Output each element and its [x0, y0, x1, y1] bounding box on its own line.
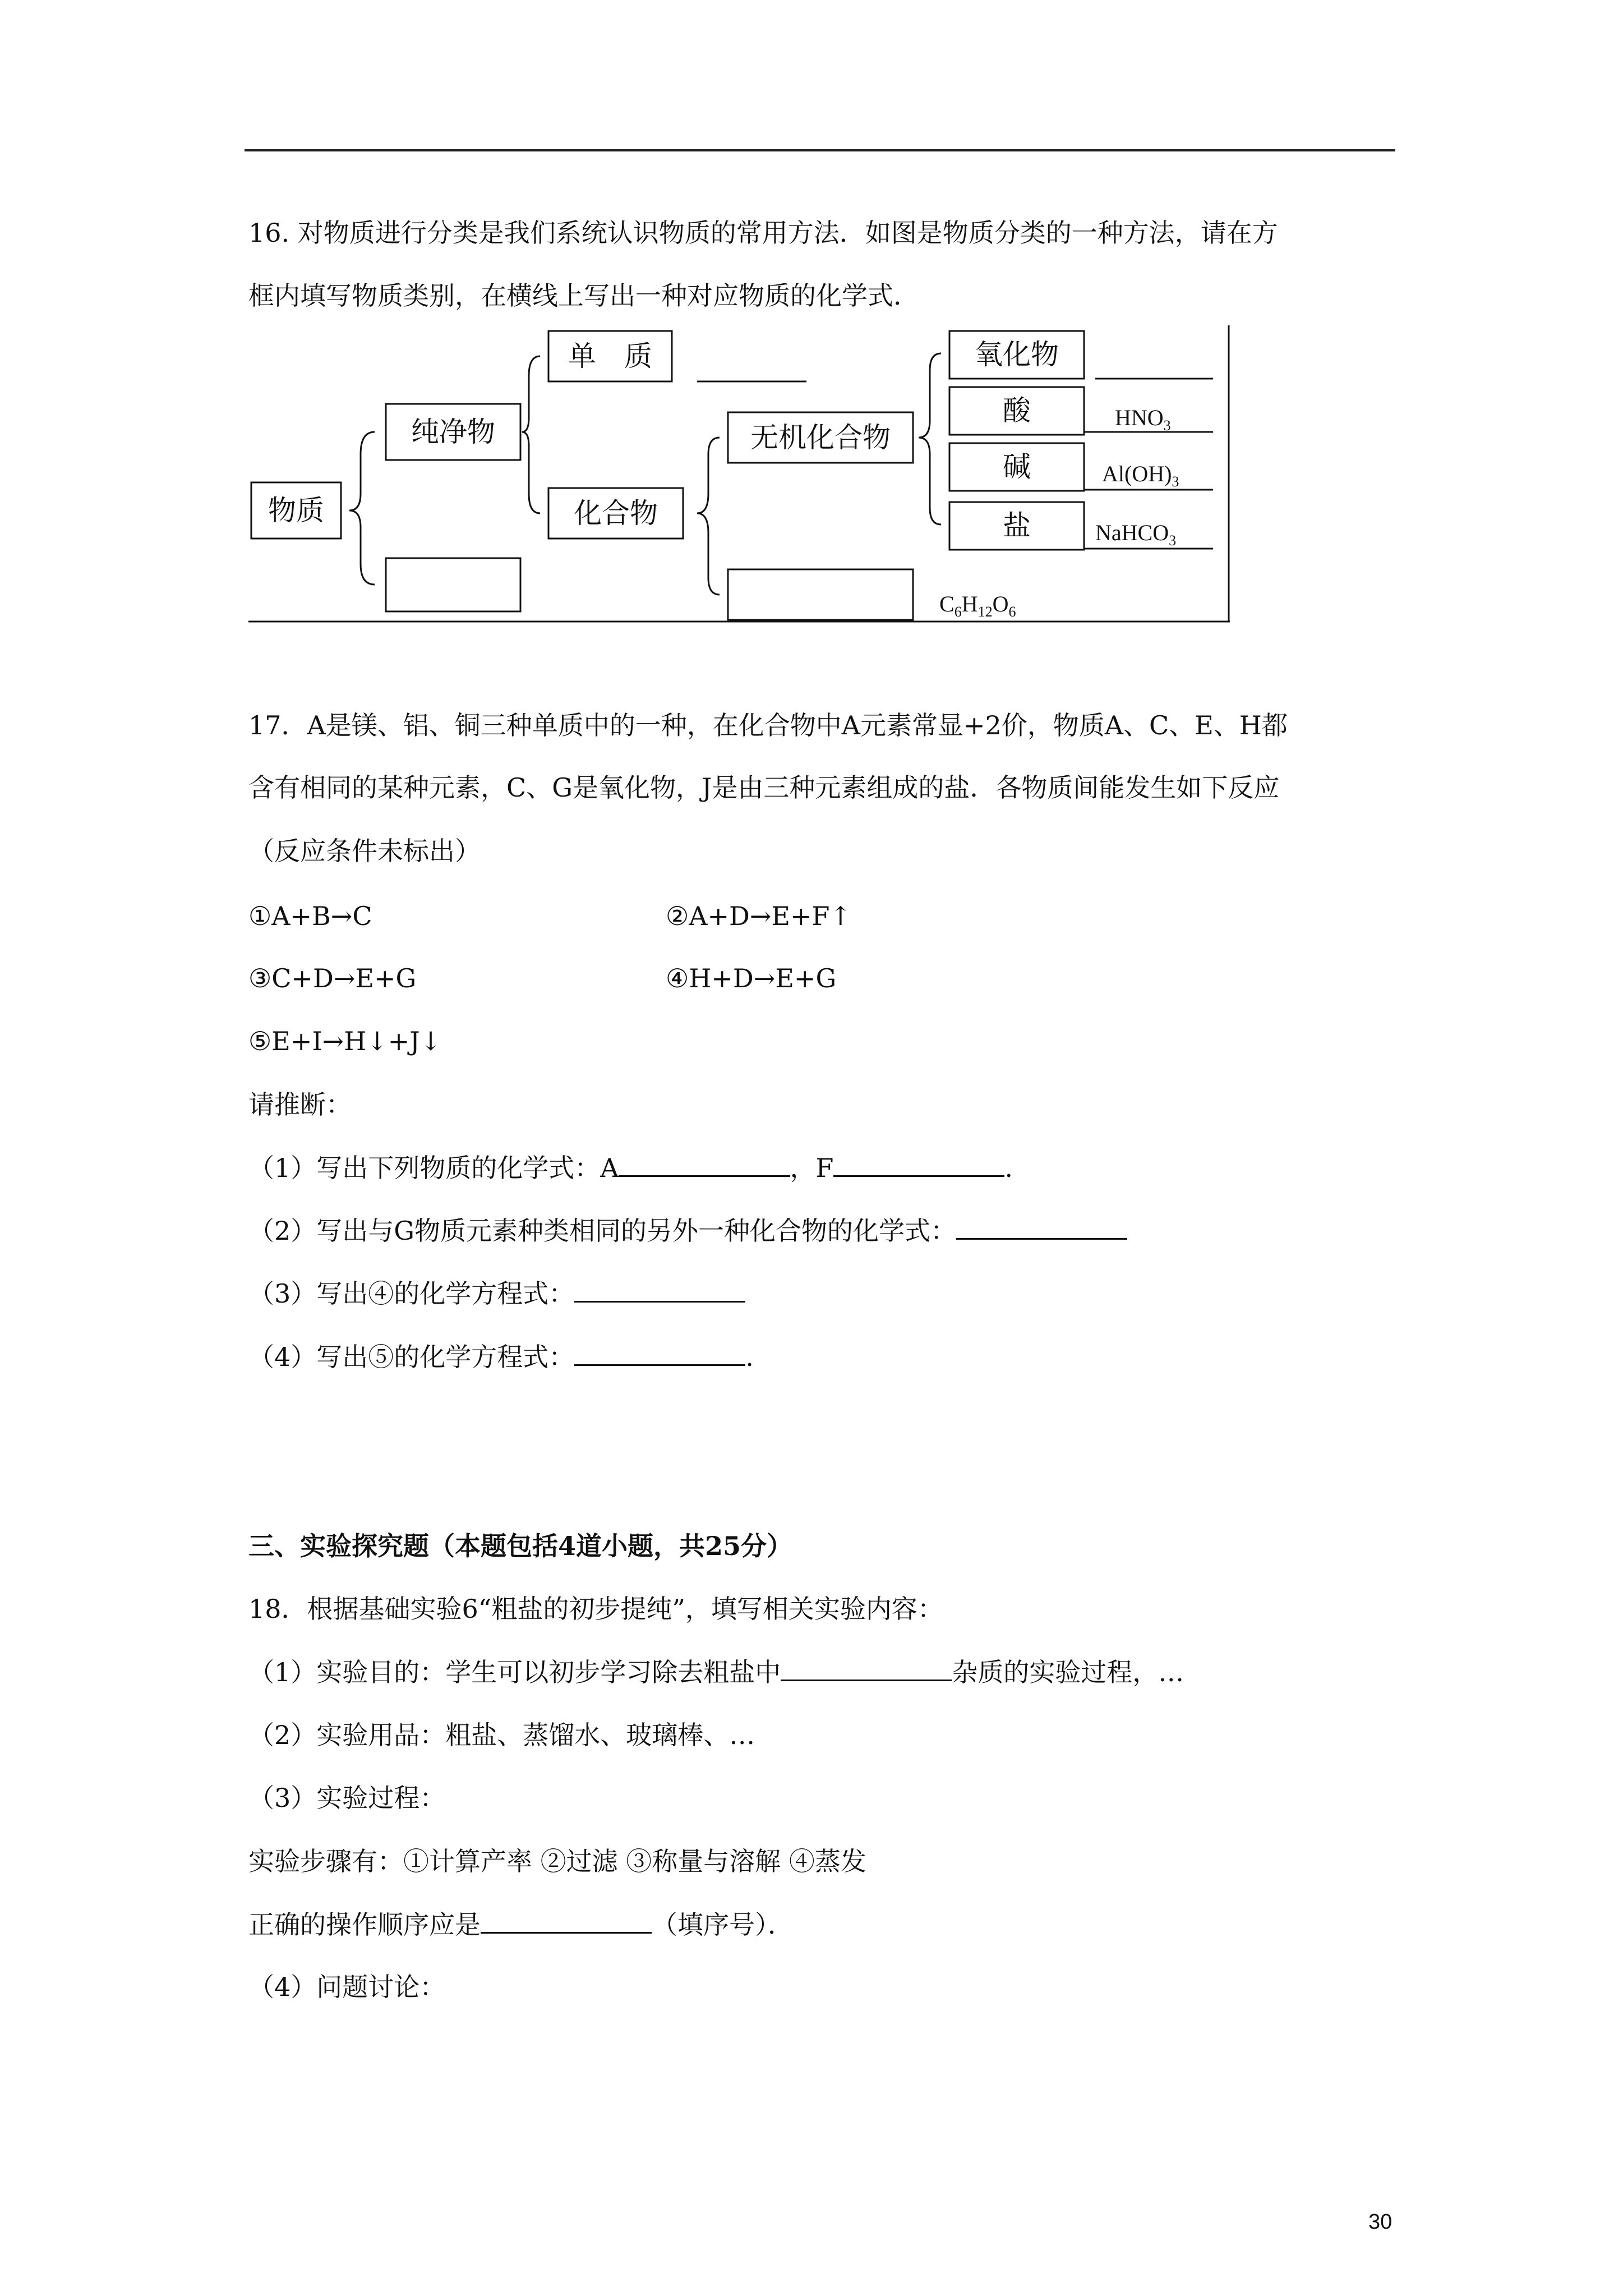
q17-part3 [248, 1276, 745, 1310]
reaction-2: ②A+D→E+F↑ [666, 901, 852, 931]
q17-infer: 请推断： [248, 1089, 352, 1120]
q18-part1-text: （1）实验目的：学生可以初步学习除去粗盐中 [248, 1657, 781, 1687]
box-jian: 碱 [1003, 450, 1031, 483]
q18-order [248, 1907, 794, 1941]
q17-part1-text-f: ，F [790, 1153, 834, 1183]
q17-part3-text: （3）写出④的化学方程式： [248, 1278, 575, 1309]
answer-blank-eq5[interactable] [574, 1340, 745, 1366]
header-rule [245, 149, 1395, 151]
q17-part2-text: （2）写出与G物质元素种类相同的另外一种化合物的化学式： [248, 1216, 957, 1246]
formula-hno3: $HNO_3$ [1115, 405, 1171, 434]
q17-text-line2: 含有相同的某种元素，C、G是氧化物，J是由三种元素组成的盐．各物质间能发生如下反应 [248, 772, 1280, 803]
answer-blank-eq4[interactable] [574, 1276, 745, 1303]
reaction-3: ③C+D→E+G [248, 963, 417, 993]
q16-text-line1: 16. 对物质进行分类是我们系统认识物质的常用方法．如图是物质分类的一种方法，请在方 [248, 218, 1278, 248]
section3-title: 三、实验探究题（本题包括4道小题，共25分） [248, 1531, 793, 1561]
q16-text-line2: 框内填写物质类别，在横线上写出一种对应物质的化学式． [248, 280, 919, 311]
reaction-5: ⑤E+I→H↓+J↓ [248, 1026, 442, 1056]
box-yan: 盐 [1003, 509, 1031, 542]
box-wuzhi: 物质 [268, 494, 324, 527]
box-danzhi: 单 质 [568, 340, 652, 372]
q17-part4 [248, 1340, 754, 1374]
answer-blank-a[interactable] [619, 1151, 790, 1177]
q18-steps: 实验步骤有：①计算产率 ②过滤 ③称量与溶解 ④蒸发 [248, 1846, 866, 1876]
q18-order-text: 正确的操作顺序应是 [248, 1910, 481, 1940]
q18-part1 [248, 1655, 1184, 1689]
answer-blank-f[interactable] [833, 1151, 1004, 1177]
q17-text-line3: （反应条件未标出） [248, 836, 481, 866]
box-suan: 酸 [1003, 394, 1031, 427]
answer-blank-g-compound[interactable] [956, 1213, 1127, 1240]
answer-blank-order[interactable] [481, 1907, 652, 1934]
q17-part2 [248, 1213, 1127, 1248]
q17-part4-end: . [745, 1342, 754, 1372]
reaction-4: ④H+D→E+G [666, 963, 837, 993]
page-number: 30 [1368, 2210, 1393, 2234]
q17-part1-end: . [1004, 1153, 1013, 1183]
q18-part1-text-end: 杂质的实验过程，… [952, 1657, 1184, 1687]
formula-c6h12o6: $C_6H_{12}O_6$ [939, 591, 1016, 620]
formula-nahco3: NaHCO$_3$ [1095, 520, 1177, 549]
q18-part2: （2）实验用品：粗盐、蒸馏水、玻璃棒、… [248, 1720, 755, 1750]
box-huahewu: 化合物 [574, 497, 658, 530]
formula-aloh3: $Al(OH)_3$ [1102, 461, 1179, 490]
box-chunjingwu: 纯净物 [411, 416, 495, 448]
q17-part1-text: （1）写出下列物质的化学式：A [248, 1153, 619, 1183]
q18-part4: （4）问题讨论： [248, 1972, 446, 2002]
reaction-1: ①A+B→C [248, 901, 372, 931]
classification-diagram [248, 325, 1230, 623]
q17-part1 [248, 1151, 1013, 1185]
answer-blank-impurity[interactable] [781, 1655, 952, 1681]
q18-text-line1: 18．根据基础实验6“粗盐的初步提纯”，填写相关实验内容： [248, 1594, 943, 1624]
q18-order-end: （填序号）． [652, 1910, 794, 1940]
box-wujihuahewu: 无机化合物 [750, 421, 891, 454]
box-yanghuawu: 氧化物 [975, 338, 1059, 371]
q18-part3: （3）实验过程： [248, 1783, 446, 1813]
q17-text-line1: 17．A是镁、铝、铜三种单质中的一种，在化合物中A元素常显+2价，物质A、C、E、H都 [248, 710, 1288, 740]
q17-part4-text: （4）写出⑤的化学方程式： [248, 1342, 575, 1372]
